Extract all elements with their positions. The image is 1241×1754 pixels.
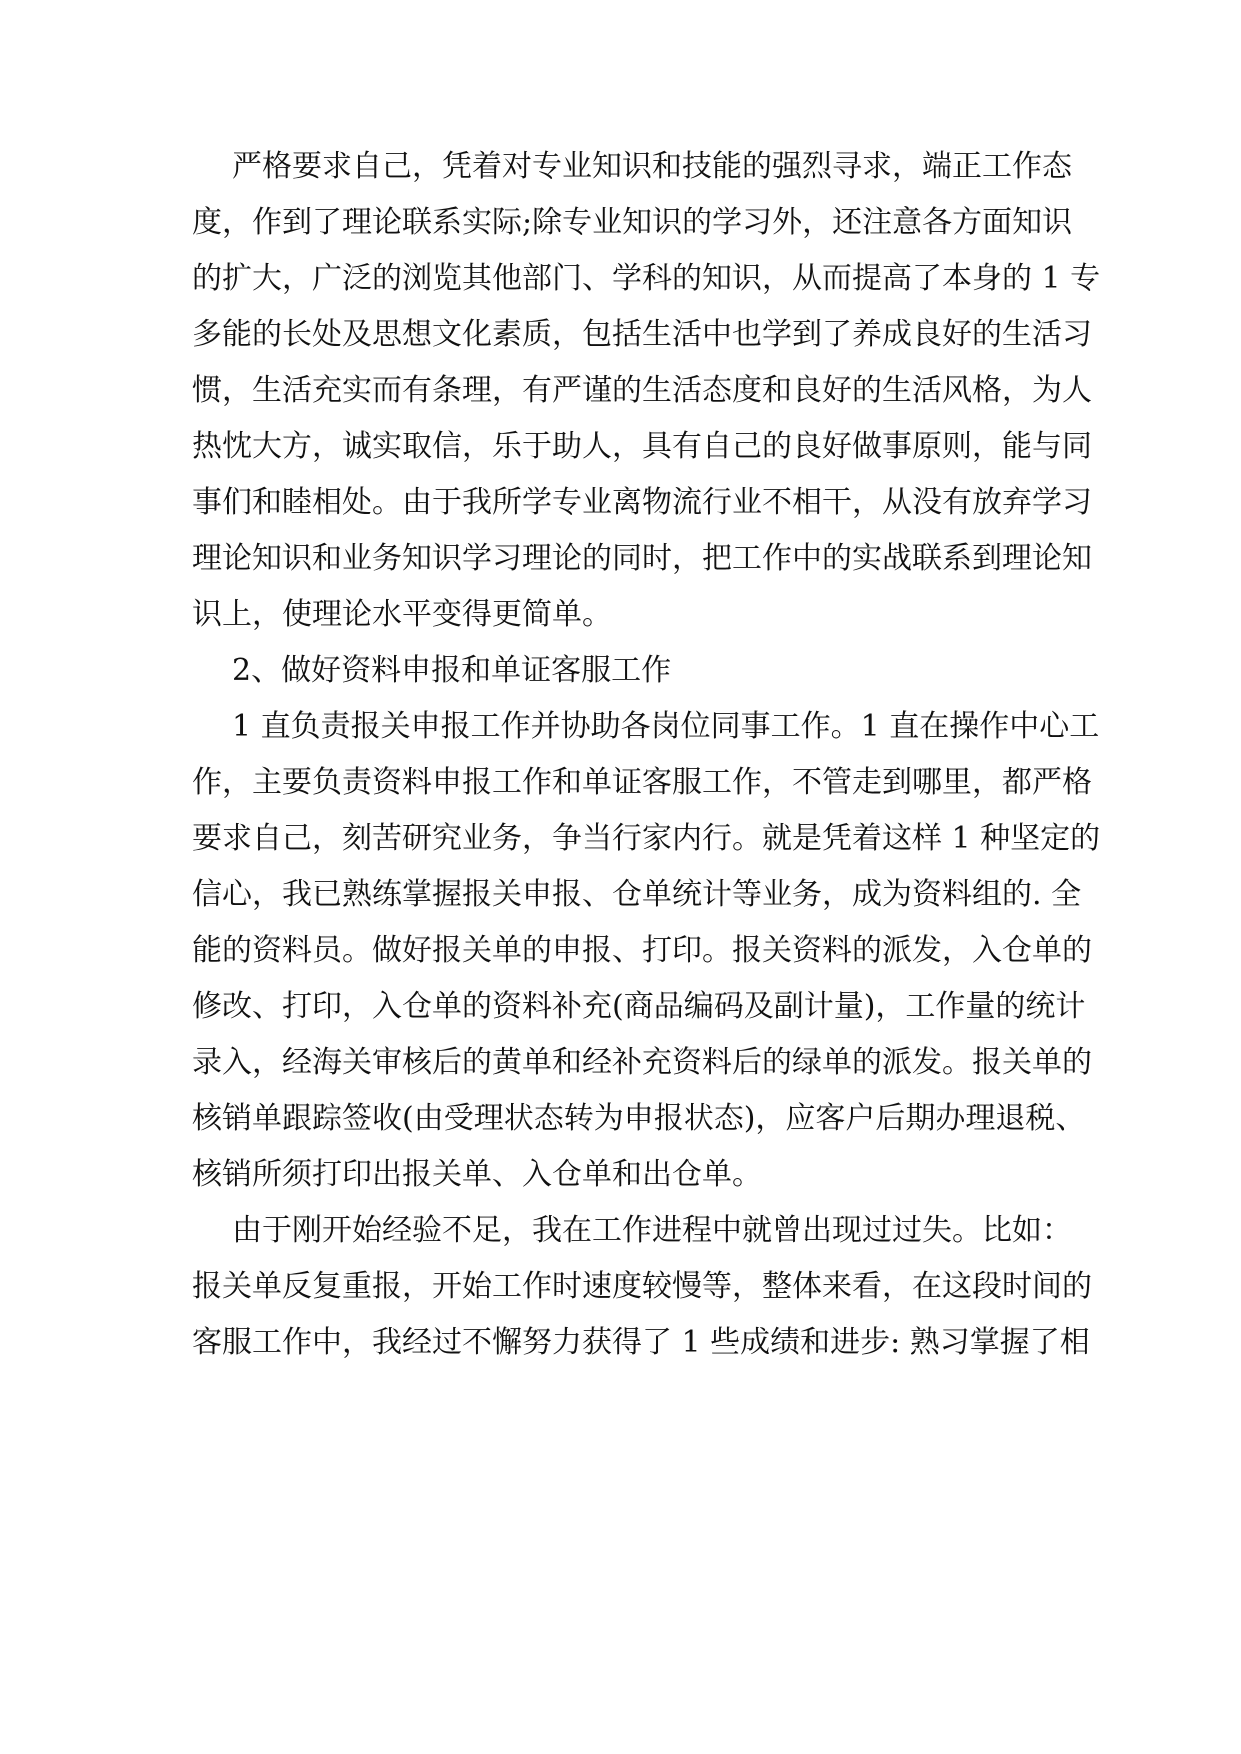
text-line: 录入，经海关审核后的黄单和经补充资料后的绿单的派发。报关单的 <box>192 1045 1092 1080</box>
text-line: 严格要求自己，凭着对专业知识和技能的强烈寻求，端正工作态 <box>232 149 1072 184</box>
text-line: 惯，生活充实而有条理，有严谨的生活态度和良好的生活风格，为人 <box>192 373 1092 408</box>
text-line: 要求自己，刻苦研究业务，争当行家内行。就是凭着这样 1 种坚定的 <box>192 821 1101 856</box>
text-line: 作，主要负责资料申报工作和单证客服工作，不管走到哪里，都严格 <box>192 765 1092 800</box>
text-line: 理论知识和业务知识学习理论的同时，把工作中的实战联系到理论知 <box>192 541 1092 576</box>
text-line: 由于刚开始经验不足，我在工作进程中就曾出现过过失。比如： <box>232 1213 1072 1248</box>
text-line: 事们和睦相处。由于我所学专业离物流行业不相干，从没有放弃学习 <box>192 485 1092 520</box>
text-line: 识上，使理论水平变得更简单。 <box>192 597 612 632</box>
text-line: 热忱大方，诚实取信，乐于助人，具有自己的良好做事原则，能与同 <box>192 429 1092 464</box>
section-heading: 2、做好资料申报和单证客服工作 <box>232 653 672 688</box>
text-line: 信心，我已熟练掌握报关申报、仓单统计等业务，成为资料组的. 全 <box>192 877 1082 912</box>
text-line: 客服工作中，我经过不懈努力获得了 1 些成绩和进步: 熟习掌握了相 <box>192 1325 1090 1360</box>
text-line: 的扩大，广泛的浏览其他部门、学科的知识，从而提高了本身的 1 专 <box>192 261 1101 296</box>
text-line: 核销单跟踪签收(由受理状态转为申报状态)，应客户后期办理退税、 <box>192 1101 1086 1136</box>
text-line: 报关单反复重报，开始工作时速度较慢等，整体来看，在这段时间的 <box>192 1269 1092 1304</box>
text-line: 核销所须打印出报关单、入仓单和出仓单。 <box>192 1157 762 1192</box>
text-line: 度，作到了理论联系实际;除专业知识的学习外，还注意各方面知识 <box>192 205 1073 240</box>
text-line: 能的资料员。做好报关单的申报、打印。报关资料的派发，入仓单的 <box>192 933 1092 968</box>
text-line: 修改、打印，入仓单的资料补充(商品编码及副计量)，工作量的统计 <box>192 989 1086 1024</box>
text-line: 多能的长处及思想文化素质，包括生活中也学到了养成良好的生活习 <box>192 317 1092 352</box>
text-line: 1 直负责报关申报工作并协助各岗位同事工作。1 直在操作中心工 <box>232 709 1100 744</box>
